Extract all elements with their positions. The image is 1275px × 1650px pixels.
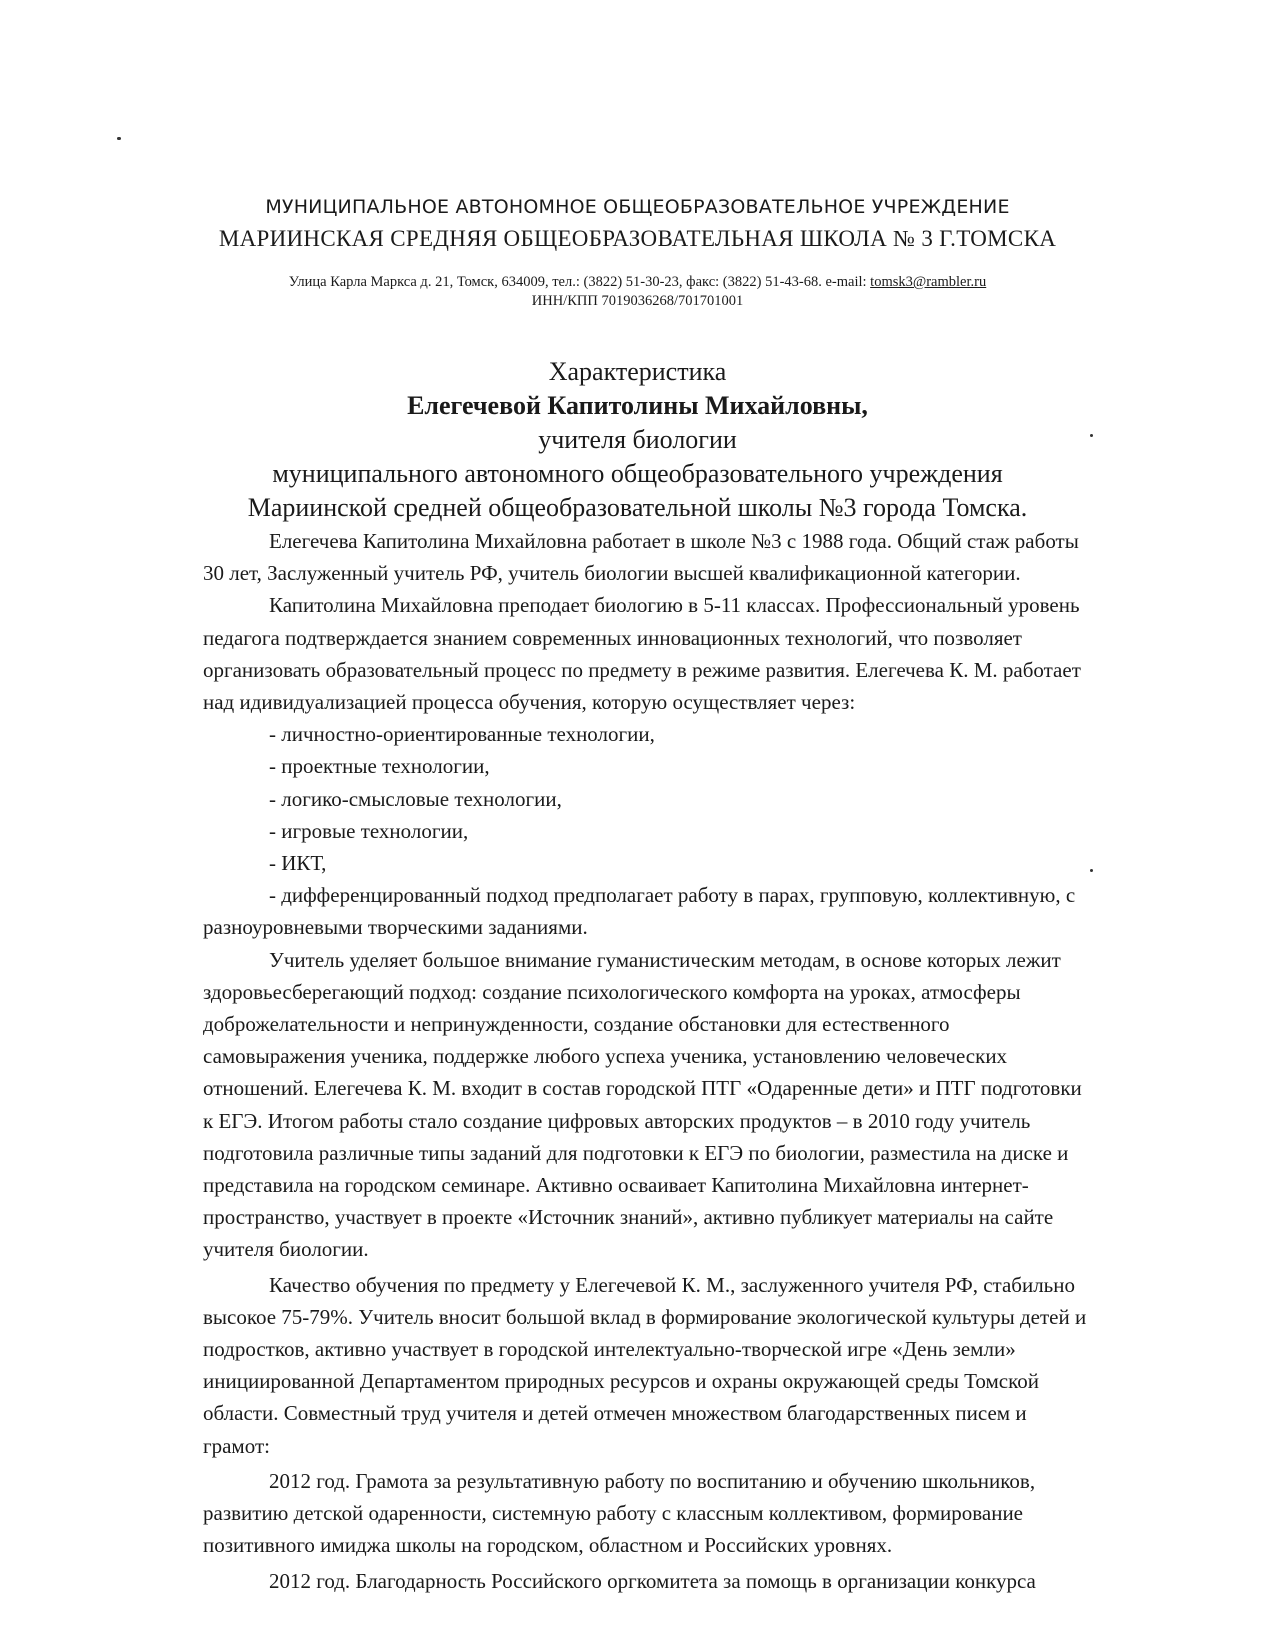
doc-type: Характеристика — [548, 357, 727, 386]
paragraph-line: к ЕГЭ. Итогом работы стало создание цифровых авторских продуктов – в 2010 году учитель — [203, 1108, 1031, 1133]
paragraph-line: самовыражения ученика, поддержке любого успеха ученика, установлению человеческих — [203, 1044, 1008, 1069]
paragraph-line: здоровьесберегающий подход: создание психологического комфорта на уроках, атмосферы — [203, 979, 1021, 1004]
paragraph-line: Качество обучения по предмету у Елегечевой К. М., заслуженного учителя РФ, стабильно — [269, 1272, 1075, 1297]
list-item: - игровые технологии, — [269, 818, 469, 843]
list-item: - личностно-ориентированные технологии, — [269, 722, 655, 747]
teacher-name: Елегечевой Капитолины Михайловны, — [407, 391, 868, 420]
address-line — [0, 273, 1275, 292]
teacher-position: учителя биологии — [538, 425, 737, 454]
paragraph-line: - дифференцированный подход предполагает работу в парах, групповую, коллективную, с — [269, 883, 1076, 908]
paragraph-line: развитию детской одаренности, системную работу с классным коллективом, формирование — [203, 1501, 1024, 1526]
paragraph-line: отношений. Елегечева К. М. входит в состав городской ПТГ «Одаренные дети» и ПТГ подготовки — [203, 1076, 1082, 1101]
title-org-line2: Мариинской средней общеобразовательной школы №3 города Томска. — [247, 493, 1028, 522]
list-item: - логико-смысловые технологии, — [269, 786, 562, 811]
paragraph-line: разноуровневыми творческими заданиями. — [203, 915, 588, 940]
paragraph-line: Учитель уделяет большое внимание гуманистическим методам, в основе которых лежит — [269, 947, 1061, 972]
document-body — [203, 525, 1275, 1597]
list-item: - проектные технологии, — [269, 754, 490, 779]
document-title — [0, 355, 1275, 525]
paragraph-line: области. Совместный труд учителя и детей отмечен множеством благодарственных писем и — [203, 1401, 1027, 1426]
email-link[interactable]: tomsk3@rambler.ru — [870, 274, 987, 290]
paragraph-line: Елегечева Капитолина Михайловна работает в школе №3 с 1988 года. Общий стаж работы — [269, 529, 1079, 553]
paragraph-line: Капитолина Михайловна преподает биологию в 5-11 классах. Профессиональный уровень — [269, 593, 1080, 618]
paragraph-line: подростков, активно участвует в городской интелектуально-творческой игре «День земли» — [203, 1337, 1016, 1362]
paragraph-line: над идивидуализацией процесса обучения, которую осуществляет через: — [203, 690, 856, 715]
org-name-line2: МАРИИНСКАЯ СРЕДНЯЯ ОБЩЕОБРАЗОВАТЕЛЬНАЯ ШКОЛА № 3 Г.ТОМСКА — [218, 226, 1057, 251]
paragraph-line: 2012 год. Благодарность Российского оргкомитета за помощь в организации конкурса — [269, 1568, 1036, 1593]
list-item: - ИКТ, — [269, 851, 327, 876]
paragraph-line: доброжелательности и непринужденности, создание обстановки для естественного — [203, 1012, 950, 1037]
paragraph-line: 2012 год. Грамота за результативную работу по воспитанию и обучению школьников, — [269, 1468, 1036, 1493]
paragraph-line: пространство, участвует в проекте «Источник знаний», активно публикует материалы на сайте — [203, 1205, 1054, 1230]
paragraph-line: грамот: — [203, 1433, 270, 1458]
paragraph-line: инициированной Департаментом природных ресурсов и охраны окружающей среды Томской — [203, 1369, 1039, 1394]
inn-line: ИНН/КПП 7019036268/701701001 — [531, 293, 744, 309]
paragraph-line: организовать образовательный процесс по предмету в режиме развития. Елегечева К. М. работает — [203, 657, 1081, 682]
org-name-line1: МУНИЦИПАЛЬНОЕ АВТОНОМНОЕ ОБЩЕОБРАЗОВАТЕЛЬНОЕ УЧРЕЖДЕНИЕ — [265, 196, 1010, 218]
paragraph-line: представила на городском семинаре. Активно осваивает Капитолина Михайловна интернет- — [203, 1173, 1029, 1198]
paragraph-line: педагога подтверждается знанием современных инновационных технологий, что позволяет — [203, 625, 1022, 650]
paragraph-line: подготовила различные типы заданий для подготовки к ЕГЭ по биологии, разместила на диске и — [203, 1140, 1069, 1165]
paragraph-line: 30 лет, Заслуженный учитель РФ, учитель биологии высшей квалификационной категории. — [203, 561, 1021, 586]
paragraph-line: позитивного имиджа школы на городском, областном и Российских уровнях. — [203, 1533, 893, 1558]
org-address — [0, 273, 1275, 311]
title-org-line1: муниципального автономного общеобразовательного учреждения — [272, 459, 1003, 488]
paragraph-line: учителя биологии. — [203, 1237, 369, 1262]
scan-speck — [117, 137, 121, 140]
address-text: Улица Карла Маркса д. 21, Томск, 634009, тел.: (3822) 51-30-23, факс: (3822) 51-43-68. e-mail: — [288, 274, 871, 290]
paragraph-line: высокое 75-79%. Учитель вносит большой вклад в формирование экологической культуры детей и — [203, 1304, 1087, 1329]
